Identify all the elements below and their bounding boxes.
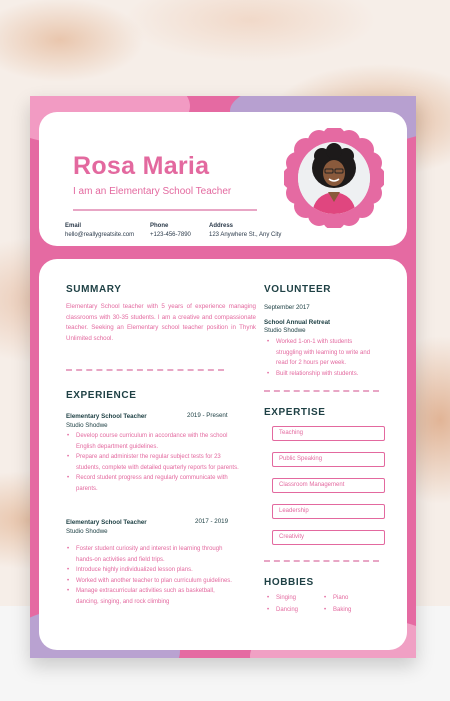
job-title: Elementary School Teacher xyxy=(66,519,147,526)
volunteer-date: September 2017 xyxy=(264,304,310,311)
list-item: • Built relationship with students. xyxy=(267,369,379,380)
expertise-heading: EXPERTISE xyxy=(264,407,326,418)
job-bullets xyxy=(67,544,239,608)
list-item: • Introduce highly individualized lesson plans. xyxy=(67,565,239,576)
section-divider xyxy=(66,369,224,371)
skill-tag: Creativity xyxy=(272,530,385,545)
skill-tag: Teaching xyxy=(272,426,385,441)
person-portrait-icon xyxy=(298,142,370,214)
job-title: Elementary School Teacher xyxy=(66,413,147,420)
section-divider xyxy=(264,390,379,392)
hobby-item: • Piano xyxy=(324,595,348,601)
list-item: • Worked 1-on-1 with students struggling with learning to write and read for 2 hours per week. xyxy=(267,337,379,369)
hobby-item: • Baking xyxy=(324,607,351,613)
volunteer-org: Studio Shodwe xyxy=(264,327,306,334)
job-dates: 2017 - 2019 xyxy=(195,518,229,525)
profile-photo-frame xyxy=(284,128,384,228)
hobby-item: • Singing xyxy=(267,595,296,601)
volunteer-heading: VOLUNTEER xyxy=(264,284,332,295)
skill-tag: Classroom Management xyxy=(272,478,385,493)
header-divider xyxy=(73,209,257,211)
job-company: Studio Shodwe xyxy=(66,528,108,535)
list-item: • Record student progress and regularly communicate with parents. xyxy=(67,473,239,494)
summary-heading: SUMMARY xyxy=(66,284,122,295)
contact-label: Address xyxy=(209,223,234,229)
list-item: • Develop course curriculum in accordance with the school English department guidelines. xyxy=(67,431,239,452)
hobbies-heading: HOBBIES xyxy=(264,577,314,588)
contact-label: Email xyxy=(65,223,82,229)
contact-email xyxy=(65,223,134,238)
list-item: • Manage extracurricular activities such as basketball, dancing, singing, and rock climbing xyxy=(67,586,239,607)
list-item: • Prepare and administer the regular subject tests for 23 students, complete with detailed quarterly reports for parents. xyxy=(67,452,239,473)
volunteer-bullets xyxy=(267,337,379,379)
resume-card xyxy=(30,96,416,658)
section-divider xyxy=(264,560,379,562)
contact-label: Phone xyxy=(150,223,169,229)
candidate-name: Rosa Maria xyxy=(73,152,210,180)
contact-value: hello@reallygreatsite.com xyxy=(65,232,135,238)
contact-value: +123-456-7890 xyxy=(150,232,191,238)
job-company: Studio Shodwe xyxy=(66,422,108,429)
hobby-item: • Dancing xyxy=(267,607,298,613)
list-item: • Worked with another teacher to plan curriculum guidelines. xyxy=(67,576,239,587)
contact-phone xyxy=(150,223,191,238)
profile-photo xyxy=(298,142,370,214)
skill-tag: Public Speaking xyxy=(272,452,385,467)
body-panel xyxy=(39,259,407,650)
experience-heading: EXPERIENCE xyxy=(66,390,137,401)
contact-value: 123 Anywhere St., Any City xyxy=(209,232,282,238)
list-item: • Foster student curiosity and interest in learning through hands-on activities and field trips. xyxy=(67,544,239,565)
contact-address xyxy=(209,223,281,238)
job-bullets xyxy=(67,431,239,495)
skill-tag: Leadership xyxy=(272,504,385,519)
candidate-tagline: I am an Elementary School Teacher xyxy=(73,186,232,197)
summary-text: Elementary School teacher with 5 years of experience managing classrooms with 30-35 students. I am a creative and compassionate teacher. Seeking an Elementary school teacher position in Thynk Unlimited school. xyxy=(66,303,256,342)
volunteer-role: School Annual Retreat xyxy=(264,319,331,326)
job-dates: 2019 - Present xyxy=(187,412,228,419)
